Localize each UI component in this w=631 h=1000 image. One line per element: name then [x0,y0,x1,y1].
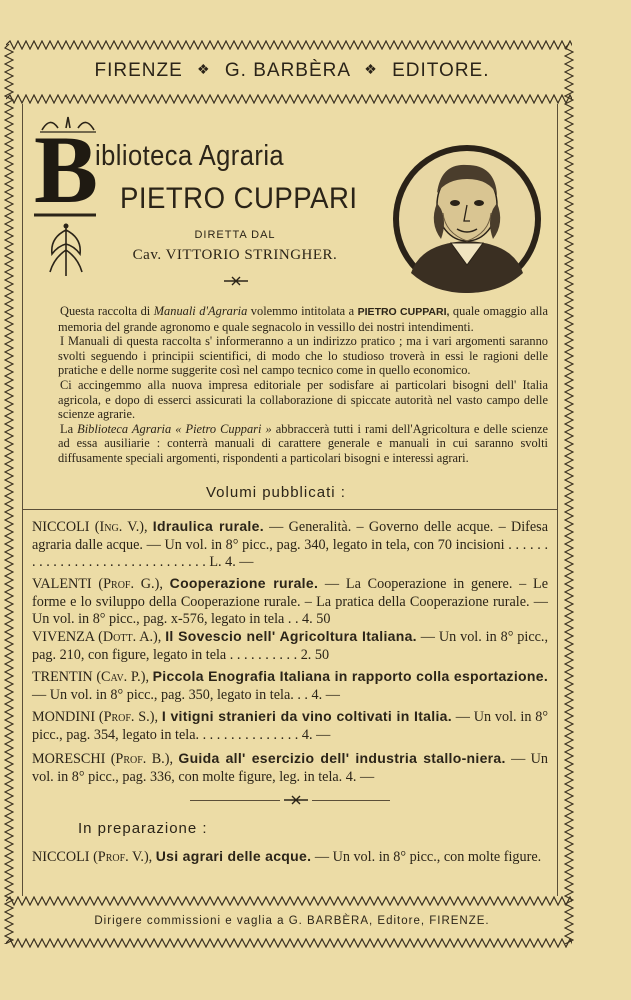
book-author: VALENTI (Prof. G.), [32,576,163,592]
floral-ornament-icon [44,220,88,280]
book-details: — Un vol. in 8° picc., pag. 336, con molte figure, leg. in tela. 4. — [32,751,548,785]
footer-top-zigzag-border [6,896,572,906]
left-zigzag-border [4,44,14,944]
series-title-line2: PIETRO CUPPARI [120,182,358,215]
small-fleuron-icon [282,795,310,805]
book-details: — Generalità. – Governo delle acque. – Difesa agraria dalle acque. — Un vol. in 8° picc., pag. 340, legato in tela, con 70 incisioni . . . . . . . . . . . . . . . . . . . . . . . . . . . . . . . L. 4. — [32,519,549,570]
intro-paragraph: Ci accingemmo alla nuova impresa editoriale per sodisfare ai particolari bisogni dell' Italia agricola, e dopo di esserci assicurati la collaborazione di spiccate autorità nel vasto campo delle scienze agrarie. [58,377,548,422]
book-author: NICCOLI (Ing. V.), [32,519,148,535]
book-author: TRENTIN (Cav. P.), [32,669,150,685]
separator-rule-right [312,800,390,801]
book-author: VIVENZA (Dott. A.), [32,629,162,645]
book-title: Piccola Enografia Italiana in rapporto colla esportazione. [152,668,549,684]
intro-paragraph: I Manuali di questa raccolta s' informeranno a un indirizzo pratico ; ma i vari argomenti saranno svolti seguendo i principii scientifici, di modo che lo studioso troverà in essi le ragioni delle pratiche e delle norme suggerite così nel campo tecnico come in quello economico. [58,334,548,378]
book-title: Il Sovescio nell' Agricoltura Italiana. [165,628,417,644]
header-publisher: G. BARBÈRA [224,60,350,81]
book-entry [32,628,548,664]
divider-line [22,509,557,510]
book-author: MORESCHI (Prof. B.), [32,751,173,767]
separator-rule-left [190,800,280,801]
directed-by-label: DIRETTA DAL [194,229,276,241]
series-title-line1: iblioteca Agraria [95,140,285,172]
header-role: EDITORE. [392,60,490,81]
top-zigzag-border [6,40,572,50]
book-details: — Un vol. in 8° picc., pag. 354, legato in tela. . . . . . . . . . . . . . . 4. — [32,709,548,743]
book-title: Usi agrari delle acque. [155,848,312,864]
title-initial: B [34,116,99,223]
book-details: — Un vol. in 8° picc., pag. 210, con figure, legato in tela . . . . . . . . . . 2. 50 [32,629,549,663]
book-entry [32,750,548,786]
book-title: Guida all' esercizio dell' industria stallo-niera. [178,750,506,766]
intro-paragraph: Questa raccolta di Manuali d'Agraria volemmo intitolata a PIETRO CUPPARI, quale omaggio alla memoria del grande agronomo e quale segnacolo in vessillo dei nostri intendimenti. [58,304,548,334]
book-details: — Un vol. in 8° picc., pag. 350, legato in tela. . . 4. — [32,686,340,703]
fleuron-icon: ❖ [364,61,378,77]
bottom-zigzag-border [6,938,572,948]
prep-book-entry [32,848,548,867]
book-title: Cooperazione rurale. [169,575,319,591]
book-details: — La Cooperazione in genere. – Le forme e lo sviluppo della Cooperazione rurale. – La pratica della Cooperazione rurale. — Un vol. in 8° picc., pag. x-576, legato in tela . . 4. 50 [32,576,548,627]
inner-left-rule [22,104,23,896]
intro-text [58,304,548,466]
right-zigzag-border [564,44,574,944]
book-entry [32,708,548,744]
intro-paragraph: La Biblioteca Agraria « Pietro Cuppari » abbraccerà tutti i rami dell'Agricoltura e delle scienze ad essa ausiliarie : conterrà manuali di carattere generale e manuali in cui saranno svolti diffusamente speciali argomenti, rispondenti a particolari bisogni e interessi agrari. [58,421,549,465]
header-zigzag-border [6,94,572,104]
book-author: NICCOLI (Prof. V.), [32,849,153,865]
footer-note: Dirigere commissioni e vaglia a G. BARBÈRA, Editore, FIRENZE. [94,915,490,927]
inner-right-rule [557,104,558,896]
header-city: FIRENZE [94,60,183,81]
book-entry [32,575,548,629]
book-details: — Un vol. in 8° picc., con molte figure. [311,849,542,865]
publisher-header [22,60,562,90]
small-fleuron-icon [222,276,250,286]
title-underline-ornament [34,210,96,220]
published-heading: Volumi pubblicati : [206,484,346,501]
book-title: Idraulica rurale. [152,518,264,534]
in-preparation-heading: In preparazione : [78,820,208,837]
director-name: Cav. VITTORIO STRINGHER. [132,247,338,263]
book-entry [32,518,548,572]
fleuron-icon: ❖ [197,61,211,77]
portrait-medallion [391,143,543,295]
book-title: I vitigni stranieri da vino coltivati in Italia. [161,708,452,724]
book-entry [32,668,548,704]
book-author: MONDINI (Prof. S.), [32,709,158,725]
